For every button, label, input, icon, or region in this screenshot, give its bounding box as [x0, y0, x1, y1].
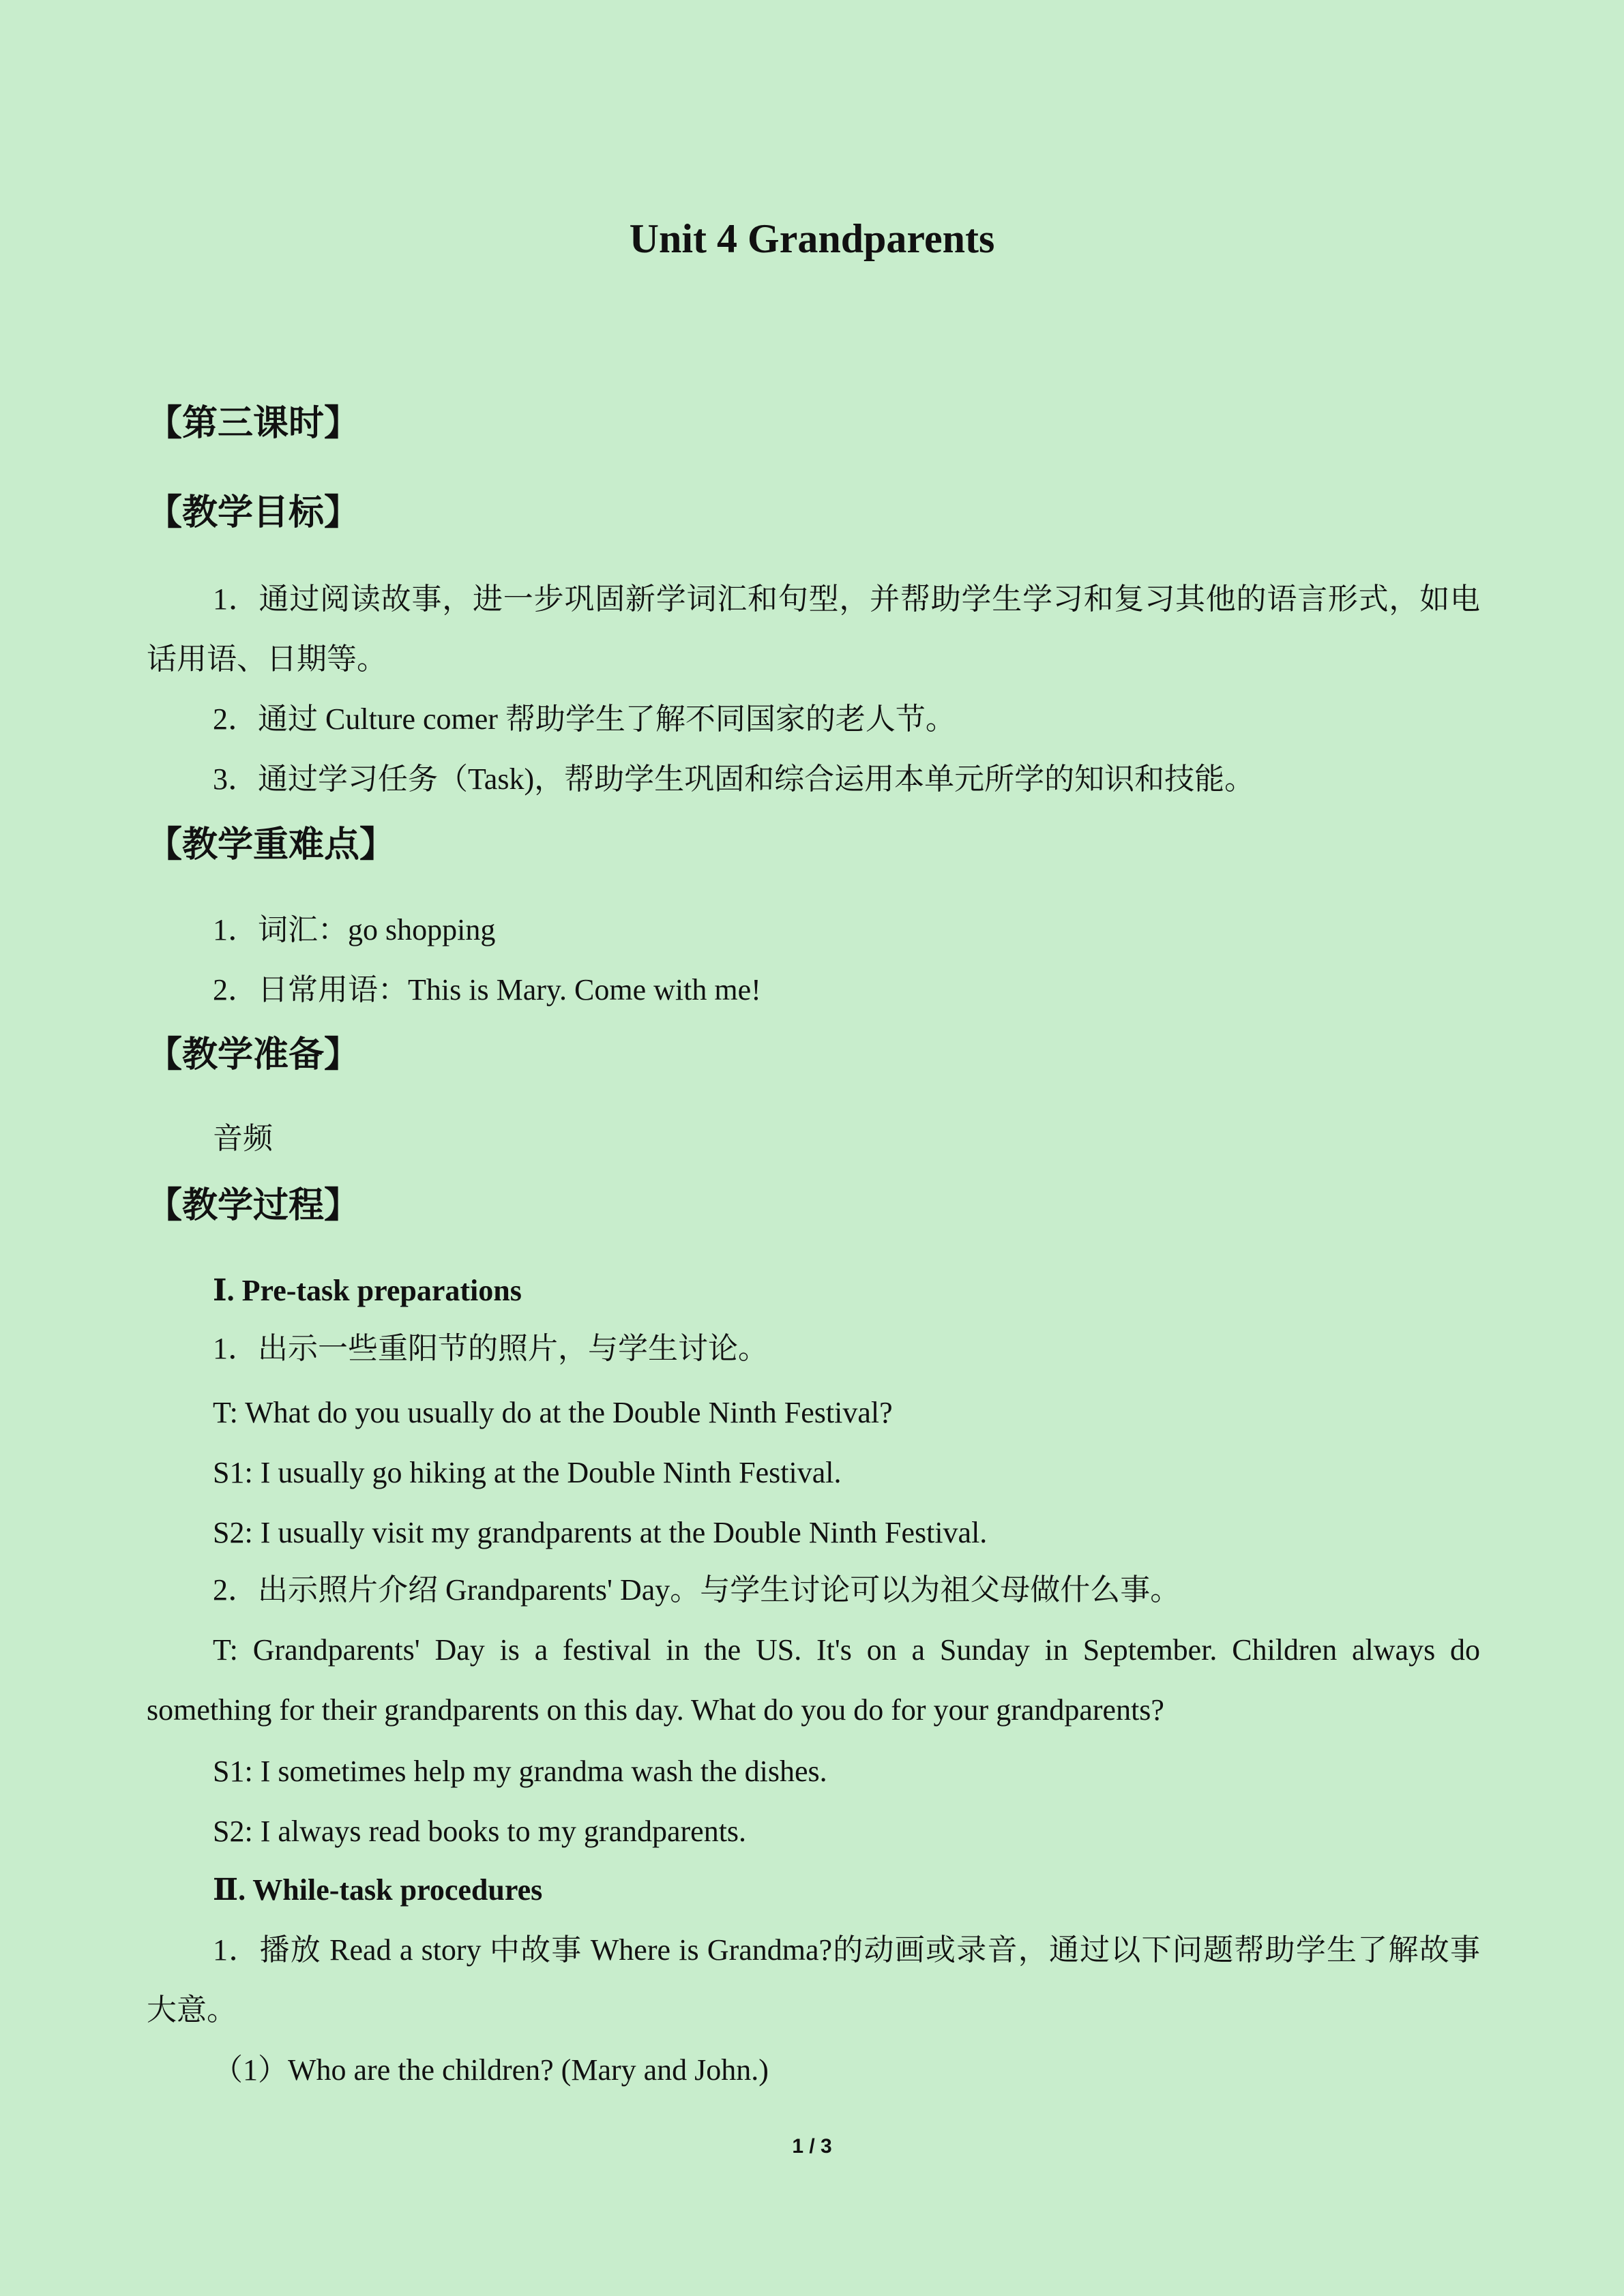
document-title: Unit 4 Grandparents [629, 216, 995, 261]
objective-item-2: 2．通过 Culture comer 帮助学生了解不同国家的老人节。 [213, 702, 956, 736]
pre-task-line: S2: I usually visit my grandparents at the Double Ninth Festival. [213, 1516, 988, 1549]
key-point-item-2: 2．日常用语：This is Mary. Come with me! [213, 973, 761, 1007]
pre-task-heading: Ⅰ. Pre-task preparations [213, 1274, 522, 1307]
pre-task-line: 2．出示照片介绍 Grandparents' Day。与学生讨论可以为祖父母做什么事。 [213, 1573, 1181, 1607]
while-task-line: （1）Who are the children? (Mary and John.) [213, 2053, 769, 2087]
preparation-text: 音频 [213, 1122, 273, 1155]
lesson-heading: 【第三课时】 [147, 403, 360, 444]
page-number: 1 / 3 [792, 2135, 832, 2158]
pre-task-line: 1．出示一些重阳节的照片，与学生讨论。 [213, 1332, 768, 1365]
preparation-heading: 【教学准备】 [147, 1034, 360, 1075]
pre-task-line: T: Grandparents' Day is a festival in the US. It's on a Sunday in September. Children always do something for their grandparents on this day. What do you do for your grandparents? [147, 1633, 1480, 1727]
objectives-heading: 【教学目标】 [147, 492, 360, 533]
process-heading: 【教学过程】 [147, 1185, 360, 1226]
key-points-heading: 【教学重难点】 [147, 824, 396, 865]
pre-task-line: S2: I always read books to my grandparents. [213, 1815, 747, 1848]
pre-task-line: S1: I usually go hiking at the Double Ninth Festival. [213, 1456, 842, 1489]
objective-item-1: 1．通过阅读故事，进一步巩固新学词汇和句型，并帮助学生学习和复习其他的语言形式，如电话用语、日期等。 [147, 582, 1480, 676]
while-task-line: 1．播放 Read a story 中故事 Where is Grandma?的动画或录音，通过以下问题帮助学生了解故事大意。 [147, 1933, 1480, 2027]
pre-task-line: T: What do you usually do at the Double Ninth Festival? [213, 1396, 893, 1429]
objective-item-3: 3．通过学习任务（Task)，帮助学生巩固和综合运用本单元所学的知识和技能。 [213, 762, 1255, 796]
while-task-heading: Ⅱ. While-task procedures [213, 1873, 543, 1907]
key-point-item-1: 1．词汇：go shopping [213, 913, 496, 946]
pre-task-line: S1: I sometimes help my grandma wash the dishes. [213, 1755, 827, 1788]
